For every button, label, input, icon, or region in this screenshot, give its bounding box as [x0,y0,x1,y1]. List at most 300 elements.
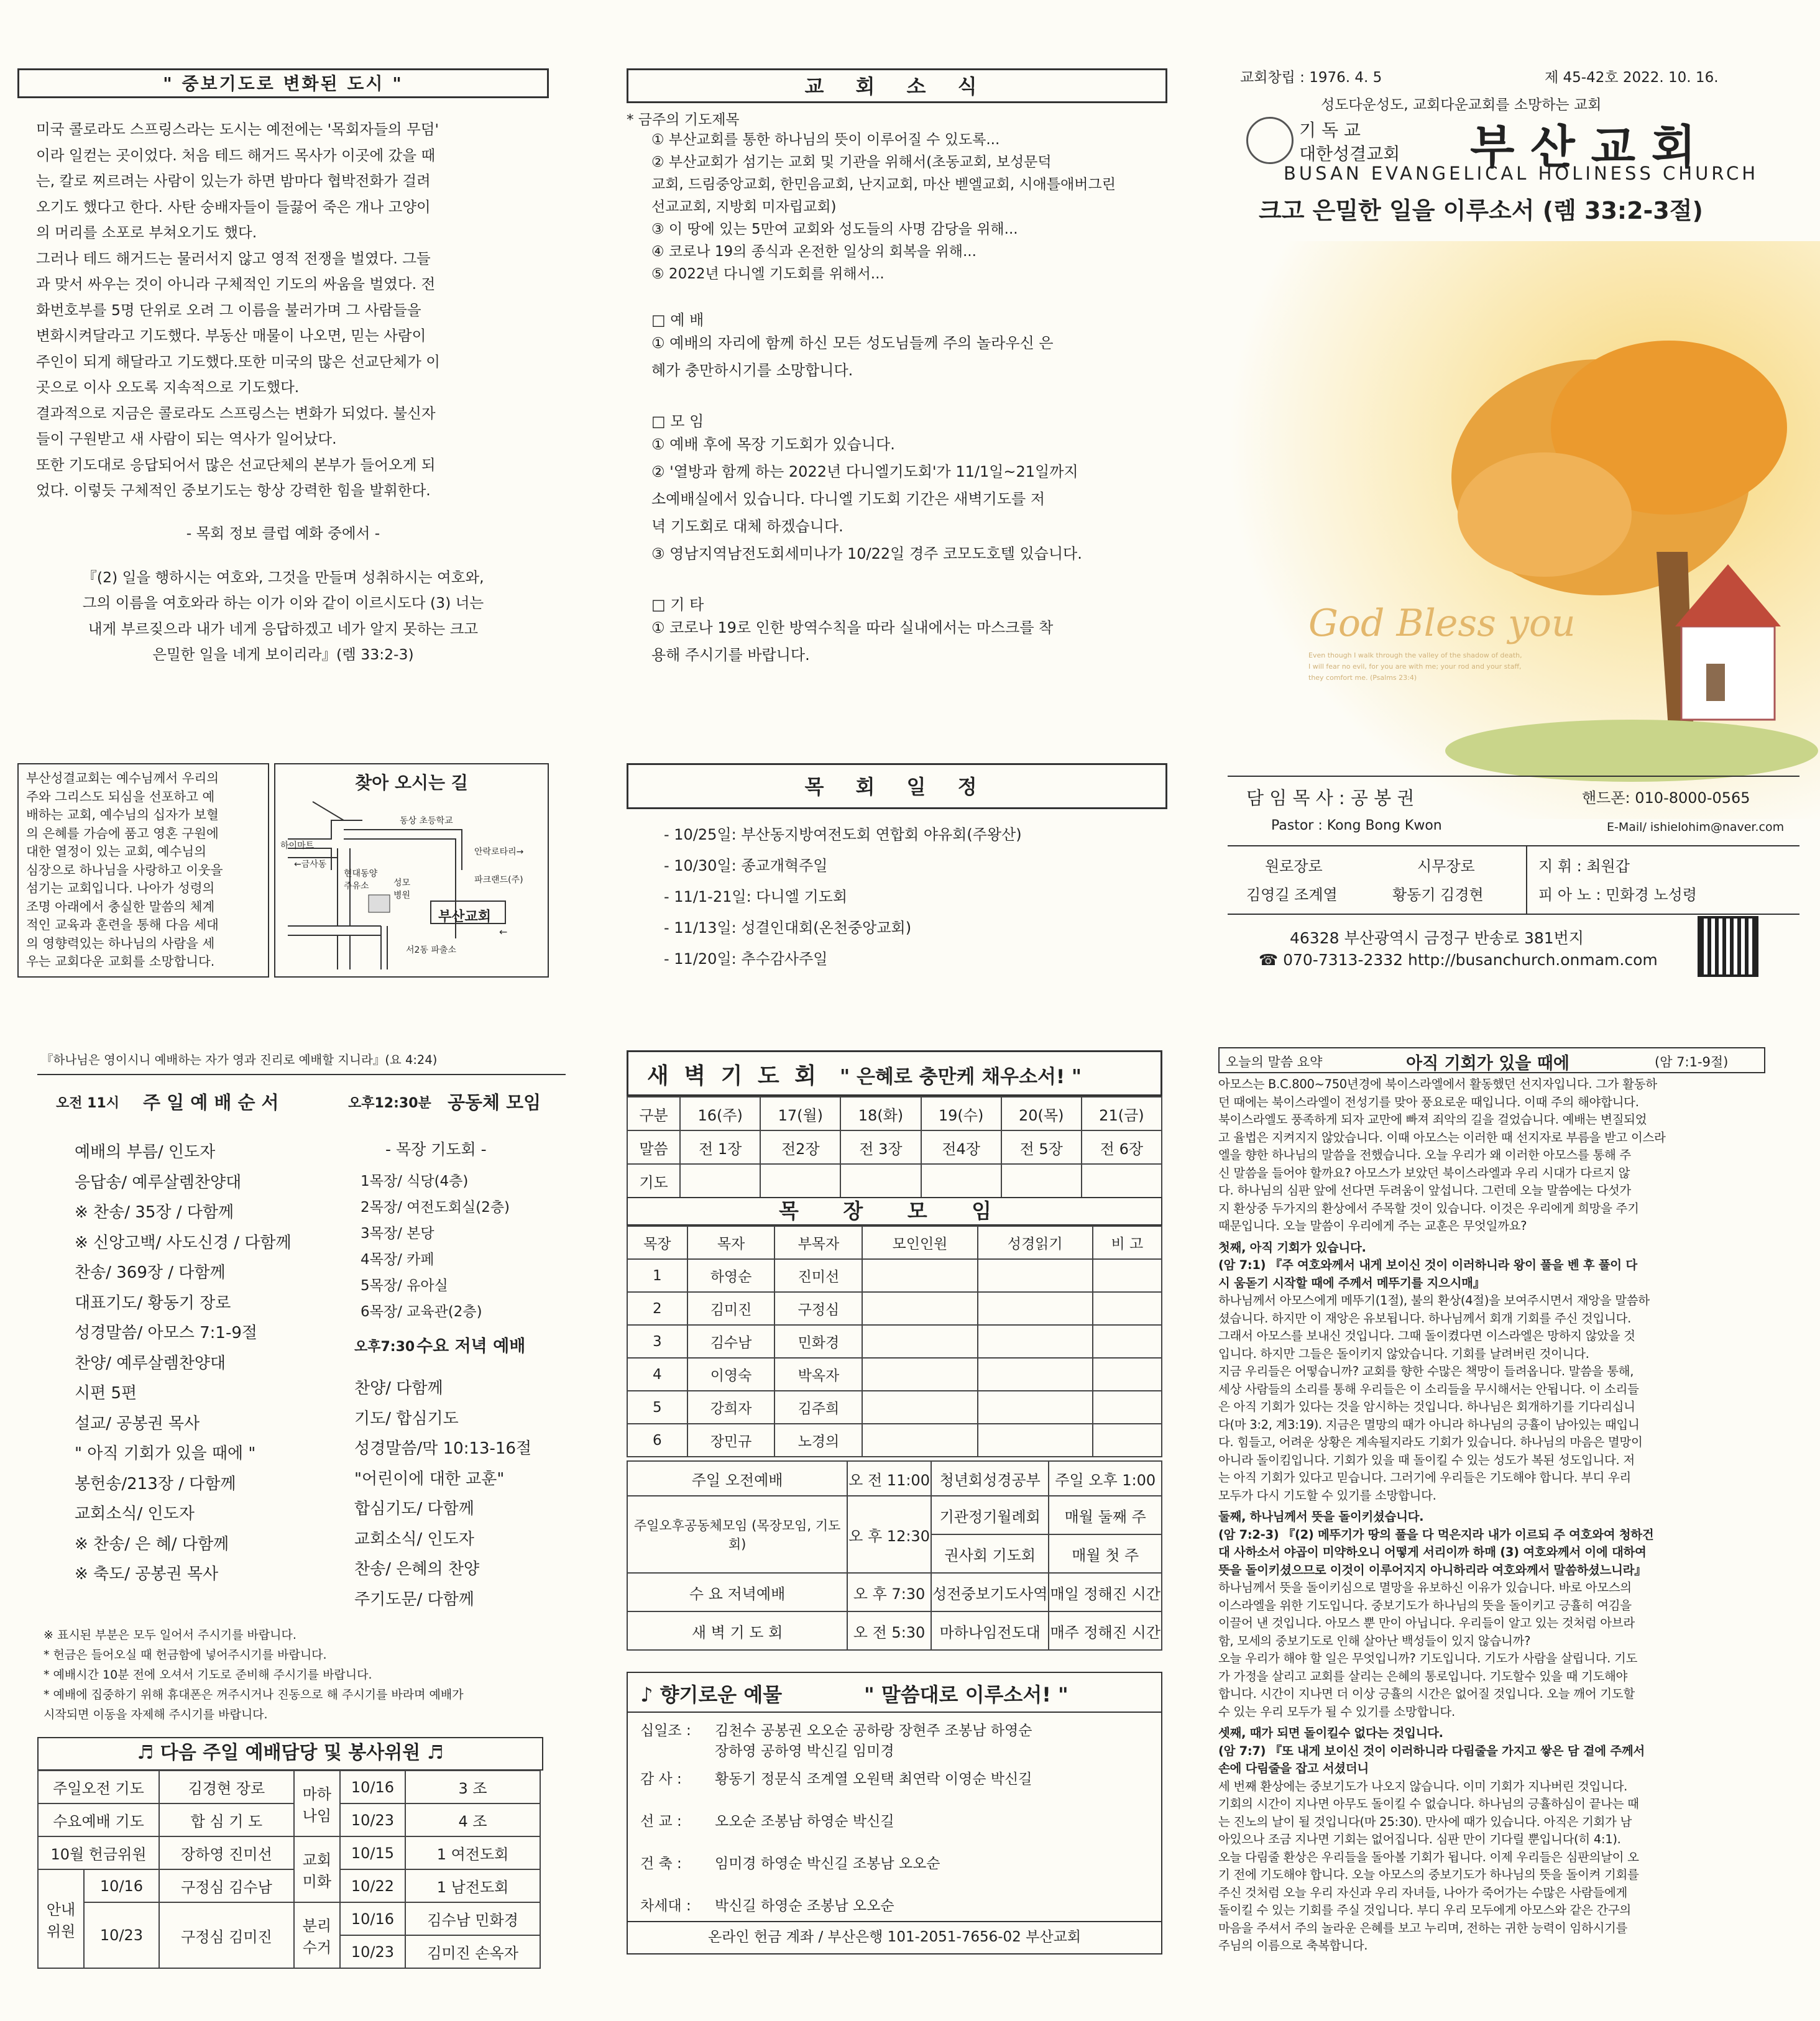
sermon-line: 하나님께서 아모스에게 메뚜기(1절), 불의 환상(4절)을 보여주시면서 재앙을 말씀하 [1218,1293,1650,1308]
table-cell [862,1259,977,1292]
table-cell [978,1424,1093,1457]
table-cell: 김미진 [687,1292,775,1325]
church-name: 부 산 교 회 [1470,121,1696,174]
wed-item: 찬송/ 은혜의 찬양 [354,1560,480,1579]
worship-list [627,329,1167,384]
order-item: ※ 찬송/ 35장 / 다함께 [75,1203,234,1222]
table-row [627,1097,1162,1130]
meeting-item: ② '열방과 함께 하는 2022년 다니엘기도회'가 11/1일~21일까지 [651,463,1078,480]
wed-item: 주기도문/ 다함께 [354,1590,474,1609]
prayer-item: 선교교회, 지방회 미자립교회) [651,199,837,215]
map-arrow: ← [499,926,508,938]
table-cell: 이영숙 [687,1358,775,1391]
note-line: * 헌금은 들어오실 때 헌금함에 넣어주시기를 바랍니다. [44,1648,327,1662]
article-line: 결과적으로 지금은 콜로라도 스프링스는 변화가 되었다. 불신자 [36,404,436,422]
mj-table [627,1226,1162,1457]
sermon-title: 아직 기회가 있을 때에 [1406,1054,1570,1073]
table-cell [1082,1164,1162,1198]
mokjang-item: 5목장/ 유아실 [361,1278,448,1294]
table-cell [1093,1259,1162,1292]
mokjang-head: - 목장 기도회 - [385,1140,487,1158]
meeting-head: □ 모 임 [651,413,704,430]
mokjang-item: 1목장/ 식당(4층) [361,1173,469,1189]
cell: 권사회 기도회 [931,1534,1049,1573]
table-cell [978,1391,1093,1424]
offer-row [628,1761,1161,1803]
article-line: 또한 기도대로 응답되어서 많은 선교단체의 본부가 들어오게 되 [36,456,436,474]
note-line: 시작되면 이동을 자제해 주시기를 바랍니다. [44,1708,268,1721]
offer-list [628,1713,1161,1930]
table-row [627,1130,1162,1164]
table-cell: 전2장 [760,1130,840,1164]
article-line: 변화시켜달라고 기도했다. 부동산 매물이 나오면, 믿는 사람이 [36,327,426,344]
cell: 마하 나임 [294,1771,340,1836]
map-label-hospital: 성모 병원 [393,878,411,901]
founded: 교회창립 : 1976. 4. 5 [1240,70,1382,86]
cell: 10/16 [340,1771,405,1803]
about-line: 의 영향력있는 하나님의 사람을 세 [26,935,215,951]
cell: 새 벽 기 도 회 [627,1611,847,1650]
mokjang-item: 3목장/ 본당 [361,1226,434,1242]
sermon-line: 는 진노의 날이 될 것입니다(마 25:30). 만사에 때가 있습니다. 아직은 기회가 남 [1218,1814,1632,1829]
meeting-item: 녁 기도회로 대체 하겠습니다. [651,518,843,535]
schedule-list [627,819,1167,974]
article-line: 그러나 테드 해거드는 물러서지 않고 영적 전쟁을 벌였다. 그들 [36,249,431,267]
small-verse-2: I will fear no evil, for you are with me; your rod and your staff, [1308,662,1522,671]
order-item: 봉헌송/213장 / 다함께 [75,1474,236,1493]
order-item: 성경말씀/ 아모스 7:1-9절 [75,1324,257,1342]
table-cell: 4 [627,1358,687,1391]
offer-row [628,1713,1161,1761]
sermon-line: (암 7:7) 『또 내게 보이신 것이 이러하니라 다림줄을 가지고 쌓은 담 곁에 주께서 [1218,1743,1645,1758]
cell: 3 조 [405,1771,540,1803]
table-cell: 20(목) [1001,1097,1082,1130]
schedule-item: - 11/1-21일: 다니엘 기도회 [664,888,848,905]
offer-names-line: 장하영 공하영 박신길 임미경 [715,1743,894,1759]
note-line: * 예배시간 10분 전에 오셔서 기도로 준비해 주시기를 바랍니다. [44,1668,372,1682]
sermon-line: 합니다. 시간이 지나면 더 이상 긍휼의 시간은 없어질 것입니다. 오늘 깨어 기도할 [1218,1687,1635,1701]
cell: 4 조 [405,1803,540,1836]
dawn-sub: " 은혜로 충만케 채우소서! " [840,1066,1082,1088]
order-item: ※ 축도/ 공봉권 목사 [75,1565,219,1583]
wed-item: "어린이에 대한 교훈" [354,1469,505,1488]
table-cell: 구분 [627,1097,680,1130]
table-cell: 18(화) [840,1097,921,1130]
cell: 10/15 [340,1836,405,1869]
verse-line: 은밀한 일을 네게 보이리라』(렘 33:2-3) [152,646,414,663]
schedule-item: - 11/13일: 성결인대회(온천중앙교회) [664,919,912,937]
note-line: * 예배에 집중하기 위해 휴대폰은 꺼주시거나 진동으로 해 주시기를 바라며 예배가 [44,1688,464,1702]
pastor-email[interactable]: E-Mail/ ishielohim@naver.com [1607,820,1785,834]
table-cell [862,1391,977,1424]
table-cell [1093,1292,1162,1325]
order-item: 응답송/ 예루살렘찬양대 [75,1173,242,1192]
sermon-line: 기회의 시간이 지나면 아무도 돌이킬 수 없습니다. 하나님의 긍휼하심이 끝나는 때 [1218,1797,1639,1811]
cell: 김경현 장로 [159,1771,294,1803]
cell: 주일 오후 1:00 [1049,1461,1162,1496]
sunday-time: 오전 11시 [56,1096,120,1111]
order-item: 찬양/ 예루살렘찬양대 [75,1354,226,1373]
offer-row [628,1846,1161,1888]
table-row [627,1226,1162,1259]
table-cell [1093,1325,1162,1358]
meeting-list [627,431,1167,567]
sermon-line: 그래서 아모스를 보내신 것입니다. 그때 돌이켰다면 이스라엘은 망하지 않았을 것 [1218,1329,1635,1343]
map-box [274,763,549,978]
verse-line: 그의 이름을 여호와라 하는 이가 이와 같이 이르시도다 (3) 너는 [82,594,484,612]
table-cell [1093,1391,1162,1424]
cell: 기관정기월례회 [931,1496,1049,1534]
order-item: 설교/ 공봉권 목사 [75,1414,200,1433]
next-title: ♬ 다음 주일 예배담당 및 봉사위원 ♬ [37,1737,543,1771]
about-line: 대한 열정이 있는 교회, 예수님의 [26,844,207,859]
cell: 오 후 7:30 [847,1573,931,1611]
table-cell: 3 [627,1325,687,1358]
table-cell: 김수남 [687,1325,775,1358]
dawn-title: 새 벽 기 도 회 [647,1063,820,1089]
sermon-line: 가 가정을 살리고 교회를 살리는 은혜의 통로입니다. 기도할수 있을 때 기도해야 [1218,1669,1628,1684]
other-list [627,614,1167,669]
offer-names [715,1852,940,1884]
sermon-line: 다. 힘들고, 어려운 상황은 계속될지라도 기회가 있습니다. 하나님의 마음은 멸망이 [1218,1435,1643,1449]
cell: 마하나임전도대 [931,1611,1049,1650]
notes [44,1625,464,1725]
article-line: 었다. 이렇듯 구체적인 중보기도는 항상 강력한 힘을 발휘한다. [36,482,431,499]
sermon-line: 던 때에는 북이스라엘이 전성기를 맞아 풍요로운 때입니다. 이때 주의 해야합니다. [1218,1094,1639,1109]
sermon-line: 주님의 이름으로 축복합니다. [1218,1938,1368,1953]
table-cell: 16(주) [680,1097,760,1130]
offer-header [628,1673,1161,1713]
cell: 구정심 김수남 [159,1869,294,1902]
map-label-rotary: 안락로타리→ [474,847,524,857]
sermon-line: 신 말씀을 들어야 할까요? 아모스가 보았던 북이스라엘과 우리 시대가 다르지 않 [1218,1165,1630,1180]
wed-item: 교회소식/ 인도자 [354,1529,474,1549]
cell: 김미진 손옥자 [405,1935,540,1968]
other-item: 용해 주시기를 바랍니다. [651,646,810,664]
sermon-line: 수 있는 우리 모두가 될 수 있기를 소망합니다. [1218,1704,1455,1719]
prayer-item: ③ 이 땅에 있는 5만여 교회와 성도들의 사명 감당을 위해... [651,221,1018,237]
wed-time: 오후7:30 [354,1339,415,1355]
god-bless-text: God Bless you [1308,602,1576,645]
table-cell: 17(월) [760,1097,840,1130]
map-label-police: 서2동 파출소 [406,945,456,955]
table-row [627,1424,1162,1457]
about-line: 조명 아래에서 충실한 말씀의 체계 [26,899,215,914]
meeting-item: ① 예배 후에 목장 기도회가 있습니다. [651,436,895,453]
sermon-line: 고 율법은 지켜지지 않았습니다. 이때 아모스는 이러한 때 선지자로 부름을 받고 이스라 [1218,1130,1666,1145]
sermon-line: 손에 다림줄을 잡고 서셨더니 [1218,1761,1369,1776]
table-cell: 2 [627,1292,687,1325]
table-cell: 전 5장 [1001,1130,1082,1164]
elders-block [1228,845,1799,915]
sermon-line: 대 사하소서 야곱이 미약하오니 어떻게 서리이까 하매 (3) 여호와께서 이에 대하여 [1218,1545,1647,1559]
sermon-header [1218,1047,1765,1073]
about-line: 우는 교회다운 교회를 소망합니다. [26,954,215,969]
piano: 피 아 노 : 민화경 노성령 [1538,886,1697,904]
slogan: 성도다운성도, 교회다운교회를 소망하는 교회 [1321,97,1602,113]
cell: 장하영 진미선 [159,1836,294,1869]
sermon-line: 오늘 다림줄 환상은 우리들을 돌아볼 기회가 됩니다. 이제 우리들은 심판의날이 오 [1218,1849,1639,1864]
cell: 교회 미화 [294,1836,340,1902]
article-line: 과 맞서 싸우는 것이 아니라 구체적인 기도의 싸움을 벌였다. 전 [36,275,436,293]
cell: 10/23 [340,1803,405,1836]
table-cell: 5 [627,1391,687,1424]
cell: 매일 정해진 시간 [1049,1573,1162,1611]
offer-names [715,1719,1032,1757]
article-verse [17,565,549,668]
cover-illustration [1197,241,1820,819]
wed-item: 기도/ 합심기도 [354,1409,459,1428]
sermon-line: 아모스는 B.C.800~750년경에 북이스라엘에서 활동했던 선지자입니다. 그가 활동하 [1218,1077,1657,1091]
other-head: □ 기 타 [651,596,704,613]
cell: 10월 헌금위원 [38,1836,159,1869]
schedule-item: - 11/20일: 추수감사주일 [664,950,828,968]
order-item: 예배의 부름/ 인도자 [75,1143,216,1162]
table-cell: 부목자 [774,1226,862,1259]
article-title: " 중보기도로 변화된 도시 " [17,68,549,98]
article-body [17,117,549,504]
prayer-item: ④ 코로나 19의 종식과 온전한 일상의 회복을 위해... [651,244,977,260]
order-item: ※ 신앙고백/ 사도신경 / 다함께 [75,1233,292,1252]
offer-label: 선 교 : [640,1813,682,1830]
article-source: - 목회 정보 클럽 예화 중에서 - [186,524,380,542]
offer-label: 십일조 : [640,1723,691,1739]
offer-label: 건 축 : [640,1856,682,1872]
table-cell: 21(금) [1082,1097,1162,1130]
cell: 주일오전 기도 [38,1771,159,1803]
table-cell [978,1325,1093,1358]
small-verse-3: they comfort me. (Psalms 23:4) [1308,674,1417,682]
small-verse-1: Even though I walk through the valley of the shadow of death, [1308,651,1522,659]
table-cell [1001,1164,1082,1198]
dawn-table [627,1096,1162,1198]
cell: 10/23 [340,1935,405,1968]
issue: 제 45-42호 2022. 10. 16. [1545,70,1719,86]
wed-title: 수요 저녁 예배 [416,1337,526,1356]
table-cell: 진미선 [774,1259,862,1292]
sermon-line: 돌이킬 수 있는 기회를 주실 것입니다. 부디 우리 모두에게 아모스와 같은 간구의 [1218,1903,1631,1917]
prayer-item: ⑤ 2022년 다니엘 기도회를 위해서... [651,266,885,282]
times-table [627,1460,1162,1651]
prayer-item: ① 부산교회를 통한 하나님의 뜻이 이루어질 수 있도록... [651,132,1000,148]
order-item: 대표기도/ 황동기 장로 [75,1293,231,1313]
service-verse: 『하나님은 영이시니 예배하는 자가 영과 진리로 예배할 지니라』(요 4:24) [41,1053,438,1067]
article-line: 이라 일컫는 곳이었다. 처음 테드 해거드 목사가 이곳에 갔을 때 [36,146,436,164]
sermon-line: 오늘 우리가 해야 할 일은 무엇입니까? 기도입니다. 기도가 사람을 살립니다. 기도 [1218,1651,1638,1666]
cell: 1 남전도회 [405,1869,540,1902]
sermon-line: 지금 우리들은 어떻습니까? 교회를 향한 수많은 책망이 들려옵니다. 말씀을 통해, [1218,1364,1634,1378]
table-cell [1093,1424,1162,1457]
group-time: 오후12:30분 [348,1096,431,1111]
cell: 10/23 [84,1902,159,1968]
sermon-line: 다. 하나님의 심판 앞에 선다면 두려움이 앞섭니다. 그런데 오늘 말씀에는 다섯가 [1218,1183,1631,1198]
news-title: 교 회 소 식 [627,68,1167,103]
table-cell [760,1164,840,1198]
offer-title: ♪ 향기로운 예물 [640,1683,783,1707]
table-cell: 1 [627,1259,687,1292]
table-cell [921,1164,1001,1198]
panel-news [627,68,1167,665]
cell: 10/16 [340,1902,405,1935]
table-cell [978,1358,1093,1391]
cell: 청년회성경공부 [931,1461,1049,1496]
cell: 주일 오전예배 [627,1461,847,1496]
mokjang-list [361,1168,510,1325]
map-label-park: 파크랜드(주) [474,875,523,885]
elders-head: 원로장로 [1265,858,1323,875]
pastor-label: 담 임 목 사 : 공 봉 권 [1246,787,1415,809]
offer-names-line: 박신길 하영순 조봉남 오오순 [715,1898,894,1914]
map-label-church: 부산교회 [438,909,492,925]
table-cell: 전 1장 [680,1130,760,1164]
sermon-line: 이끌어 낸 것입니다. 아모스 뿐 만이 아닙니다. 우리들이 알고 있는 것처럼 아브라 [1218,1616,1635,1630]
map-label-gas: 현대동양 주유소 [344,869,378,891]
table-cell: 강희자 [687,1391,775,1424]
offer-names-line: 황동기 정문식 조계열 오원택 최연락 이영순 박신길 [715,1771,1032,1787]
sermon-line: 기 전에 기도해야 합니다. 오늘 아모스의 중보기도가 하나님의 뜻을 돌이켜 기회를 [1218,1867,1639,1882]
table-cell [862,1424,977,1457]
sermon-line: 세 번째 환상에는 중보기도가 나오지 않습니다. 이미 기회가 지나버린 것입니다. [1218,1779,1628,1794]
sermon-line: 셋째, 때가 되면 돌이킬수 없다는 것입니다. [1218,1726,1443,1740]
about-line: 배하는 교회, 예수님의 십자가 보혈 [26,807,219,822]
wed-item: 성경말씀/막 10:13-16절 [354,1439,532,1458]
offer-label: 감 사 : [640,1771,682,1787]
pastor-en: Pastor : Kong Bong Kwon [1271,818,1442,833]
table-cell: 장민규 [687,1424,775,1457]
order-item: " 아직 기회가 있을 때에 " [75,1444,256,1463]
table-row [627,1292,1162,1325]
offer-names [715,1767,1032,1800]
cell: 구정심 김미진 [159,1902,294,1968]
sermon-line: 하나님께서 뜻을 돌이키심으로 멸망을 유보하신 이유가 있습니다. 바로 아모스의 [1218,1580,1632,1595]
note-line: ※ 표시된 부분은 모두 일어서 주시기를 바랍니다. [44,1628,296,1642]
article-line: 는, 칼로 찌르려는 사람이 있는가 하면 밤마다 협박전화가 걸려 [36,172,431,190]
sunday-order [37,1137,311,1590]
table-row [627,1164,1162,1198]
order-item: 시편 5편 [75,1384,137,1403]
table-cell: 6 [627,1424,687,1457]
table-cell: 김주희 [774,1391,862,1424]
offering-box [627,1672,1162,1955]
article-line: 들이 구원받고 새 사람이 되는 역사가 일어났다. [36,430,337,447]
schedule-item: - 10/30일: 종교개혁주일 [664,857,828,874]
order-item: ※ 찬송/ 은 혜/ 다함께 [75,1534,229,1554]
address: 46328 부산광역시 금정구 반송로 381번지 [1290,929,1584,947]
cell: 수 요 저녁예배 [627,1573,847,1611]
sermon-tag: 오늘의 말씀 요약 [1226,1055,1323,1070]
sermon-line: 입니다. 하지만 그들은 돌이키지 않았습니다. 기회를 날려버린 것이니다. [1218,1346,1589,1361]
table-row [627,1391,1162,1424]
schedule-item: - 10/25일: 부산동지방여전도회 연합회 야유회(주왕산) [664,826,1022,843]
contact[interactable]: ☎ 070-7313-2332 http://busanchurch.onmam.com [1259,951,1658,969]
service-panel [37,1050,566,1962]
about-line: 부산성결교회는 예수님께서 우리의 [26,771,219,786]
article-line: 미국 콜로라도 스프링스라는 도시는 예전에는 '목회자들의 무덤' [36,121,439,138]
order-item: 찬송/ 369장 / 다함께 [75,1263,226,1282]
sermon-line: (암 7:2-3) 『(2) 메뚜기가 땅의 풀을 다 먹은지라 내가 이르되 주 여호와여 청하건 [1218,1527,1654,1542]
offer-sub: " 말씀대로 이루소서! " [864,1683,1069,1707]
table-cell [680,1164,760,1198]
table-cell: 노경의 [774,1424,862,1457]
sermon-line: 이스라엘을 위한 기도입니다. 중보기도가 하나님의 뜻을 돌이키고 긍휼히 여김을 [1218,1598,1632,1613]
sermon-line: 첫째, 아직 기회가 있습니다. [1218,1240,1366,1255]
cell: 1 여전도회 [405,1836,540,1869]
sermon-line: 아있으나 조금 지나면 기회는 없어집니다. 심판 만이 기다릴 뿐입니다(히 4:1). [1218,1832,1621,1846]
next-table [37,1770,541,1969]
table-cell: 전 3장 [840,1130,921,1164]
sermon-line: 세상 사람들의 소리를 통해 우리들은 이 소리들을 무시해서는 안됩니다. 이 소리들 [1218,1382,1639,1396]
cell: 성전중보기도사역 [931,1573,1049,1611]
elders-names: 김영길 조계열 [1246,886,1338,904]
map-title: 찾아 오시는 길 [355,772,468,793]
wed-item: 합심기도/ 다함께 [354,1500,474,1518]
cell: 10/16 [84,1869,159,1902]
offer-names-line: 오오순 조봉남 하영순 박신길 [715,1813,894,1830]
group-title: 공동체 모임 [448,1092,541,1113]
offer-names [715,1810,894,1842]
article-line: 화번호부를 5명 단위로 오려 그 이름을 불러가며 그 사람들을 [36,301,421,319]
wed-order [354,1373,531,1615]
table-cell: 전 6장 [1082,1130,1162,1164]
sermon-line: 은 아직 기회가 있다는 것을 암시하는 것입니다. 하나님은 회개하기를 기다리십니 [1218,1400,1635,1414]
table-cell: 모인인원 [862,1226,977,1259]
dawn-header [627,1050,1162,1096]
sermon-line: 때문입니다. 오늘 말씀이 우리에게 주는 교훈은 무엇일까요? [1218,1219,1527,1233]
table-cell: 기도 [627,1164,680,1198]
table-cell: 구정심 [774,1292,862,1325]
worship-item: ① 예배의 자리에 함께 하신 모든 성도님들께 주의 놀라우신 은 [651,334,1054,352]
sermon-line: 는 아직 기회가 있다고 믿습니다. 그러기에 우리들은 기도해야 합니다. 부디 우리 [1218,1470,1631,1485]
about-line: 적인 교육과 훈련을 통해 다음 세대 [26,917,219,932]
order-item: 교회소식/ 인도자 [75,1505,195,1523]
offer-label: 차세대 : [640,1898,691,1914]
prayer-item: ② 부산교회가 섬기는 교회 및 기관을 위해서(초동교회, 보성문덕 [651,154,1052,170]
schedule-title: 목 회 일 정 [627,763,1167,809]
schedule-panel [627,763,1167,987]
sermon-line: 다(마 3:2, 계3:19). 지금은 멸망의 때가 아니라 하나님의 긍휼이 남아있는 때입니 [1218,1417,1640,1432]
table-cell: 성경읽기 [978,1226,1093,1259]
admin-names: 황동기 김경현 [1392,886,1484,904]
meeting-item: 소예배실에서 있습니다. 다니엘 기도회 기간은 새벽기도를 저 [651,490,1046,508]
cell: 매월 첫 주 [1049,1534,1162,1573]
table-cell [1093,1358,1162,1391]
cell: 안내 위원 [38,1869,84,1968]
table-cell: 박옥자 [774,1358,862,1391]
table-cell [978,1259,1093,1292]
sermon-line: 엘을 향한 하나님의 말씀을 전했습니다. 오늘 우리가 왜 이러한 아모스를 통해 주 [1218,1148,1631,1162]
table-cell [978,1292,1093,1325]
mj-title: 목 장 모 임 [627,1197,1162,1226]
qr-code-icon[interactable] [1700,919,1756,974]
sermon-line: 함, 모세의 중보기도로 인해 살아난 백성들이 있지 않습니까? [1218,1633,1531,1648]
table-cell [840,1164,921,1198]
map-label-himart: 하이마트 [280,841,315,851]
wed-item: 찬양/ 다함께 [354,1379,443,1398]
mokjang-item: 4목장/ 카페 [361,1252,434,1268]
table-cell: 비 고 [1093,1226,1162,1259]
cell: 수요예배 기도 [38,1803,159,1836]
about-line: 섬기는 교회입니다. 나아가 성령의 [26,881,215,896]
worship-head: □ 예 배 [651,311,704,329]
prayer-list [627,129,1167,285]
table-cell [862,1358,977,1391]
church-name-en: BUSAN EVANGELICAL HOLINESS CHURCH [1284,163,1759,184]
other-item: ① 코로나 19로 인한 방역수칙을 따라 실내에서는 마스크를 착 [651,619,1054,636]
cell: 매주 정해진 시간 [1049,1611,1162,1650]
offer-names-line: 김천수 공봉권 오오순 공하랑 장현주 조봉남 하영순 [715,1723,1032,1739]
verse-line: 『(2) 일을 행하시는 여호와, 그것을 만들며 성취하시는 여호와, [82,568,484,586]
sermon-line: 마음을 주셔서 주의 놀라운 은혜를 보고 누리며, 전하는 귀한 능력이 임하시기를 [1218,1920,1628,1935]
